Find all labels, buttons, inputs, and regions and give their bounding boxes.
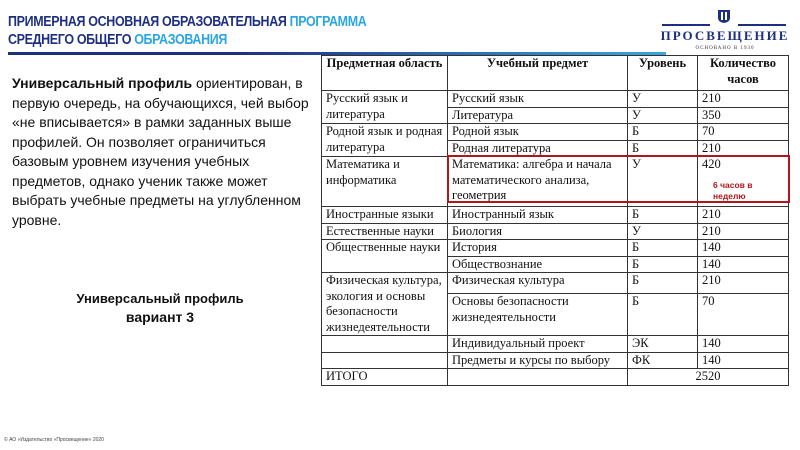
intro-paragraph	[12, 74, 312, 230]
cell-level: У	[628, 157, 698, 207]
header-level: Уровень	[628, 56, 698, 91]
cell-area: Общественные науки	[322, 240, 448, 273]
cell-hours: 210	[698, 91, 789, 108]
cell-level: Б	[628, 124, 698, 141]
cell-subject: Русский язык	[448, 91, 628, 108]
logo-rule-left	[662, 24, 710, 26]
table-header-row	[322, 56, 789, 91]
cell-level: ФК	[628, 352, 698, 369]
cell-level: ЭК	[628, 336, 698, 353]
cell-subject: Иностранный язык	[448, 207, 628, 224]
table-row	[322, 91, 789, 108]
header-area: Предметная область	[322, 56, 448, 91]
cell-subject: Родной язык	[448, 124, 628, 141]
cell-level: Б	[628, 256, 698, 273]
title-line-1: ПРИМЕРНАЯ ОСНОВНАЯ ОБРАЗОВАТЕЛЬНАЯ ПРОГРАММА	[8, 14, 367, 30]
cell-hours: 140	[698, 240, 789, 257]
cell-hours: 210	[698, 207, 789, 224]
cell-area: Физическая культура, экология и основы безопасности жизнедеятельности	[322, 273, 448, 336]
variant-line-2: вариант 3	[125, 309, 195, 325]
intro-bold: Универсальный профиль	[12, 75, 193, 91]
cell-hours: 210	[698, 140, 789, 157]
curriculum-table	[321, 55, 789, 386]
cell-area: Естественные науки	[322, 223, 448, 240]
cell-subject: Биология	[448, 223, 628, 240]
cell-hours: 350	[698, 107, 789, 124]
cell-hours: 210	[698, 223, 789, 240]
slide-title	[8, 13, 366, 49]
logo-rule-right	[738, 24, 786, 26]
variant-caption	[0, 290, 320, 327]
intro-text: ориентирован, в первую очередь, на обучающихся, чей выбор «не вписывается» в рамки заданных выше профилей. Он позволяет ограничиться базовым уровнем изучения учебных предметов, однако ученик также может выбрать учебные предметы на углубленном уровне.	[12, 75, 309, 228]
cell-area: Иностранные языки	[322, 207, 448, 224]
title-line-2: СРЕДНЕГО ОБЩЕГО ОБРАЗОВАНИЯ	[8, 32, 227, 48]
table-row	[322, 240, 789, 257]
prosveshchenie-emblem-icon	[716, 8, 732, 24]
cell-hours: 210	[698, 273, 789, 294]
cell-level: У	[628, 107, 698, 124]
cell-level: Б	[628, 294, 698, 336]
table-row	[322, 223, 789, 240]
total-value: 2520	[628, 369, 789, 386]
table-row	[322, 124, 789, 141]
table-row	[322, 352, 789, 369]
header-hours: Количество часов	[698, 56, 789, 91]
table-row	[322, 273, 789, 294]
table-row	[322, 207, 789, 224]
cell-level: У	[628, 91, 698, 108]
cell-level: Б	[628, 207, 698, 224]
cell-hours: 70	[698, 124, 789, 141]
cell-subject: Основы безопасности жизнедеятельности	[448, 294, 628, 336]
cell-area: Математика и информатика	[322, 157, 448, 207]
cell-hours: 140	[698, 256, 789, 273]
cell-area: Русский язык и литература	[322, 91, 448, 124]
cell-hours: 420	[698, 157, 789, 207]
cell-subject: Обществознание	[448, 256, 628, 273]
math-hours-note: 6 часов в неделю	[713, 180, 753, 201]
table-total-row	[322, 369, 789, 386]
logo-subtitle: ОСНОВАНО В 1930	[695, 46, 755, 51]
cell-subject: Математика: алгебра и начала математического анализа, геометрия	[448, 157, 628, 207]
cell-subject: Физическая культура	[448, 273, 628, 294]
cell-area	[322, 336, 448, 353]
cell-level: Б	[628, 273, 698, 294]
logo-name: ПРОСВЕЩЕНИЕ	[660, 28, 790, 43]
cell-subject: Родная литература	[448, 140, 628, 157]
cell-level: Б	[628, 240, 698, 257]
total-empty	[448, 369, 628, 386]
cell-hours: 140	[698, 352, 789, 369]
variant-line-1: Универсальный профиль	[76, 291, 244, 306]
cell-level: Б	[628, 140, 698, 157]
cell-subject: Предметы и курсы по выбору	[448, 352, 628, 369]
cell-area: Родной язык и родная литература	[322, 124, 448, 157]
cell-hours: 70	[698, 294, 789, 336]
cell-area	[322, 352, 448, 369]
cell-subject: История	[448, 240, 628, 257]
publisher-logo	[660, 8, 790, 52]
table-row	[322, 336, 789, 353]
cell-subject: Индивидуальный проект	[448, 336, 628, 353]
copyright: © АО «Издательство «Просвещение» 2020	[4, 437, 104, 443]
total-label: ИТОГО	[322, 369, 448, 386]
cell-hours: 140	[698, 336, 789, 353]
cell-subject: Литература	[448, 107, 628, 124]
header-subject: Учебный предмет	[448, 56, 628, 91]
cell-level: У	[628, 223, 698, 240]
